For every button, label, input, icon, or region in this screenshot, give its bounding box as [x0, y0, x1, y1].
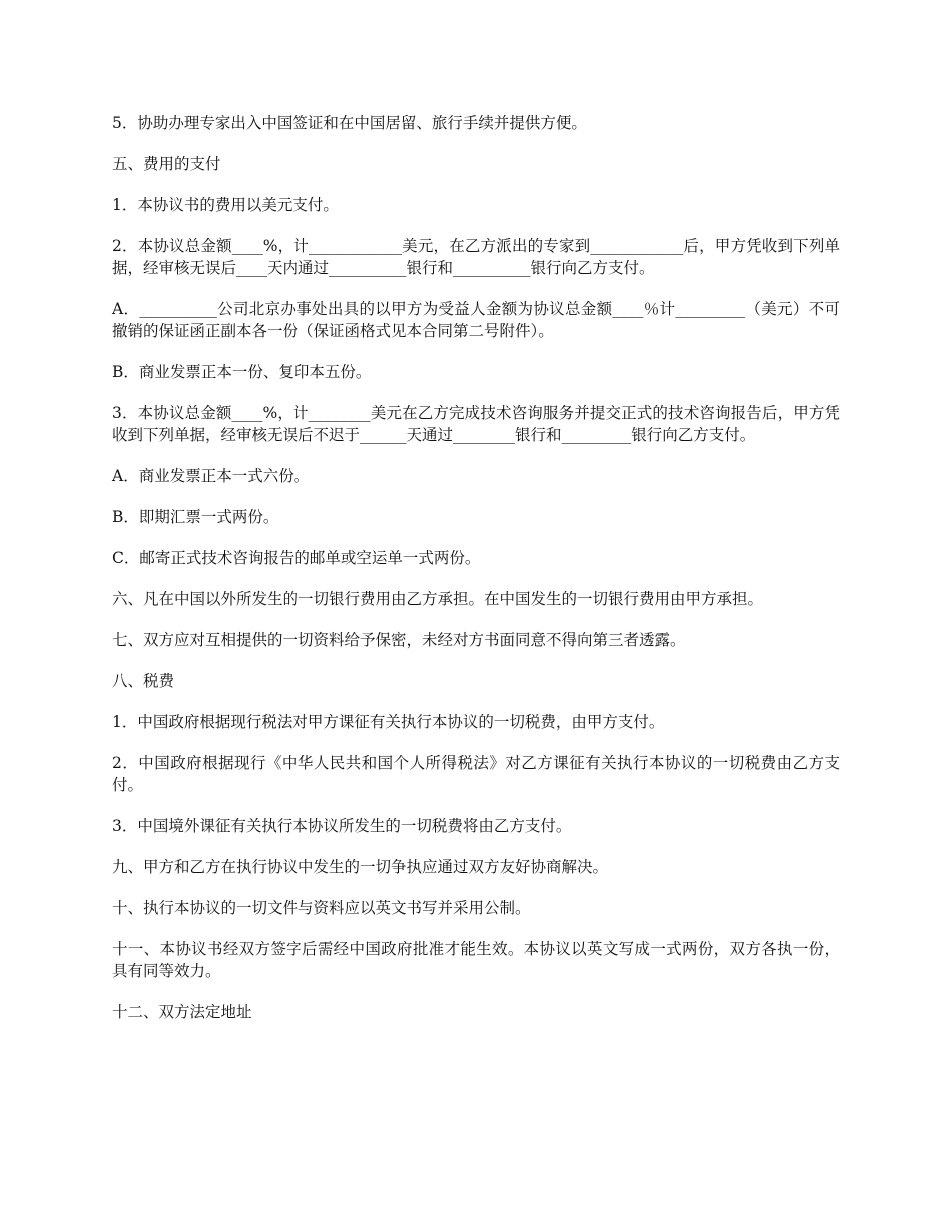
- tax-clause-1: 1．中国政府根据现行税法对甲方课征有关执行本协议的一切税费，由甲方支付。: [112, 713, 665, 731]
- payment-clause-2-item-a: A．__________公司北京办事处出具的以甲方为受益人金额为协议总金额____％计_________（美元）不可撤销的保证函正副本各一份（保证函格式见本合同第二号附件）。: [112, 300, 840, 340]
- tax-clause-2: 2．中国政府根据现行《中华人民共和国个人所得税法》对乙方课征有关执行本协议的一切税费由乙方支付。: [112, 754, 840, 794]
- payment-clause-1: 1．本协议书的费用以美元支付。: [112, 196, 339, 214]
- section-8-heading: 八、税费: [112, 672, 175, 690]
- payment-clause-2-item-b: B．商业发票正本一份、复印本五份。: [112, 363, 372, 381]
- section-12-heading: 十二、双方法定地址: [112, 1003, 252, 1021]
- tax-clause-3: 3．中国境外课征有关执行本协议所发生的一切税费将由乙方支付。: [112, 817, 572, 835]
- clause-5-visa-assistance: 5．协助办理专家出入中国签证和在中国居留、旅行手续并提供方便。: [112, 114, 587, 132]
- document-body: [112, 112, 840, 1042]
- payment-clause-3-item-b: B．即期汇票一式两份。: [112, 508, 279, 526]
- section-10-language: 十、执行本协议的一切文件与资料应以英文书写并采用公制。: [112, 899, 531, 917]
- section-6-bank-charges: 六、凡在中国以外所发生的一切银行费用由乙方承担。在中国发生的一切银行费用由甲方承担。: [112, 590, 764, 608]
- section-5-heading: 五、费用的支付: [112, 155, 221, 173]
- section-7-confidentiality: 七、双方应对互相提供的一切资料给予保密，未经对方书面同意不得向第三者透露。: [112, 631, 686, 649]
- section-9-disputes: 九、甲方和乙方在执行协议中发生的一切争执应通过双方友好协商解决。: [112, 858, 609, 876]
- section-11-effectiveness: 十一、本协议书经双方签字后需经中国政府批准才能生效。本协议以英文写成一式两份，双方各执一份，具有同等效力。: [112, 940, 840, 980]
- payment-clause-3-item-c: C．邮寄正式技术咨询报告的邮单或空运单一式两份。: [112, 549, 481, 567]
- payment-clause-2: 2．本协议总金额____%，计____________美元，在乙方派出的专家到____________后，甲方凭收到下列单据，经审核无误后____天内通过__________银行和__________银行向乙方支付。: [112, 237, 840, 277]
- payment-clause-3-item-a: A．商业发票正本一式六份。: [112, 467, 310, 485]
- payment-clause-3: 3．本协议总金额____%，计________美元在乙方完成技术咨询服务并提交正式的技术咨询报告后，甲方凭收到下列单据，经审核无误后不迟于______天通过________银行和_________银行向乙方支付。: [112, 404, 840, 444]
